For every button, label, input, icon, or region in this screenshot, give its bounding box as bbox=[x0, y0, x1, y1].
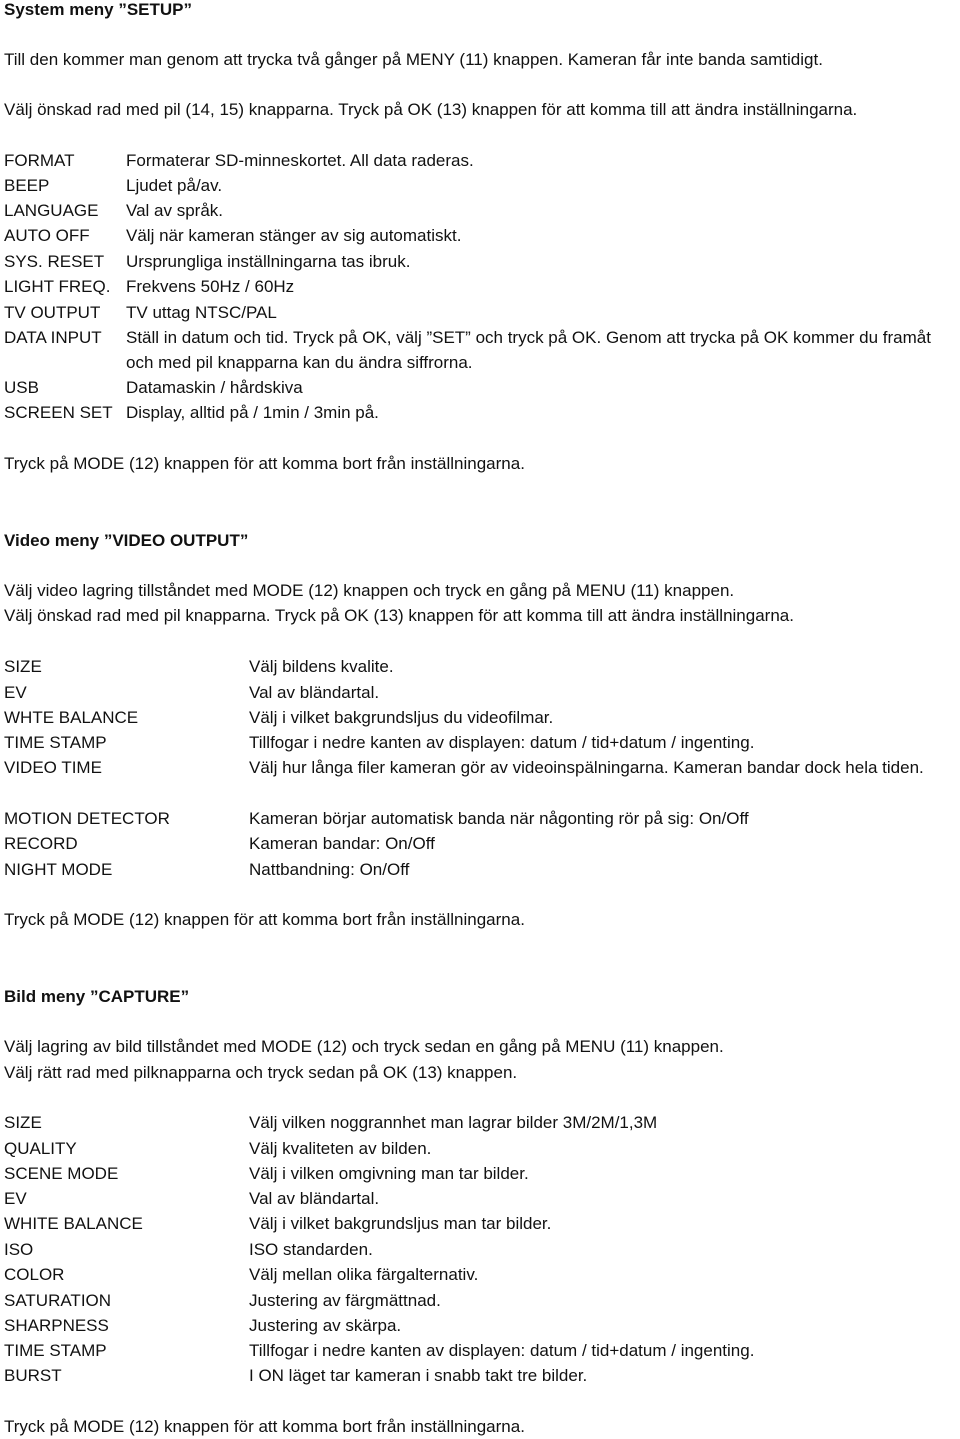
setting-description: Välj vilken noggrannhet man lagrar bilder 3M/2M/1,3M bbox=[249, 1113, 658, 1132]
setting-name: RECORD bbox=[4, 834, 78, 853]
setup-item-language bbox=[4, 198, 956, 223]
setting-description: Datamaskin / hårdskiva bbox=[126, 378, 303, 397]
setting-description: ISO standarden. bbox=[249, 1240, 373, 1259]
setting-name: ISO bbox=[4, 1240, 34, 1259]
setting-name: TV OUTPUT bbox=[4, 303, 101, 322]
video-intro-line-2: Välj önskad rad med pil knapparna. Tryck på OK (13) knappen för att komma till att ändra inställningarna. bbox=[4, 606, 794, 625]
setting-description: Tillfogar i nedre kanten av displayen: datum / tid+datum / ingenting. bbox=[249, 1341, 755, 1360]
setup-item-format bbox=[4, 148, 956, 173]
setting-description: Välj i vilket bakgrundsljus man tar bilder. bbox=[249, 1214, 552, 1233]
video-item-size bbox=[4, 654, 956, 679]
setting-name: VIDEO TIME bbox=[4, 758, 102, 777]
setup-item-tv-output bbox=[4, 300, 956, 325]
setting-name: WHITE BALANCE bbox=[4, 1214, 143, 1233]
capture-item-time-stamp bbox=[4, 1338, 956, 1363]
setup-item-screen-set bbox=[4, 400, 956, 425]
capture-item-burst bbox=[4, 1363, 956, 1388]
video-item-ev bbox=[4, 680, 956, 705]
video-item-record bbox=[4, 831, 956, 856]
setting-description: Ursprungliga inställningarna tas ibruk. bbox=[126, 252, 411, 271]
setting-description: Välj när kameran stänger av sig automatiskt. bbox=[126, 226, 462, 245]
setting-name: SYS. RESET bbox=[4, 252, 105, 271]
setting-description: Kameran bandar: On/Off bbox=[249, 834, 435, 853]
setting-name: EV bbox=[4, 683, 27, 702]
setting-name: TIME STAMP bbox=[4, 733, 107, 752]
setup-item-beep bbox=[4, 173, 956, 198]
setting-name: NIGHT MODE bbox=[4, 860, 113, 879]
setting-name: SCREEN SET bbox=[4, 403, 113, 422]
setup-item-usb bbox=[4, 375, 956, 400]
setup-item-sys-reset bbox=[4, 249, 956, 274]
setting-description: Val av språk. bbox=[126, 201, 224, 220]
setting-description: Välj mellan olika färgalternativ. bbox=[249, 1265, 479, 1284]
capture-item-quality bbox=[4, 1136, 956, 1161]
setting-description: Välj i vilket bakgrundsljus du videofilmar. bbox=[249, 708, 554, 727]
capture-item-iso bbox=[4, 1237, 956, 1262]
setting-name: SCENE MODE bbox=[4, 1164, 119, 1183]
capture-heading: Bild meny ”CAPTURE” bbox=[4, 987, 190, 1006]
capture-item-ev bbox=[4, 1186, 956, 1211]
setting-name: AUTO OFF bbox=[4, 226, 90, 245]
setting-name: LIGHT FREQ. bbox=[4, 277, 111, 296]
setting-name: EV bbox=[4, 1189, 27, 1208]
setting-name: WHTE BALANCE bbox=[4, 708, 139, 727]
capture-item-scene-mode bbox=[4, 1161, 956, 1186]
setting-description: Formaterar SD-minneskortet. All data raderas. bbox=[126, 151, 474, 170]
setting-name: BURST bbox=[4, 1366, 62, 1385]
capture-item-saturation bbox=[4, 1288, 956, 1313]
setting-description: Justering av färgmättnad. bbox=[249, 1291, 441, 1310]
setup-heading: System meny ”SETUP” bbox=[4, 0, 193, 19]
setting-name: LANGUAGE bbox=[4, 201, 99, 220]
setting-description: Ljudet på/av. bbox=[126, 176, 223, 195]
setting-name: USB bbox=[4, 378, 39, 397]
video-heading: Video meny ”VIDEO OUTPUT” bbox=[4, 531, 249, 550]
setting-description: TV uttag NTSC/PAL bbox=[126, 303, 277, 322]
setup-item-auto-off bbox=[4, 223, 956, 248]
setting-name: SIZE bbox=[4, 657, 42, 676]
setup-footer-note: Tryck på MODE (12) knappen för att komma bort från inställningarna. bbox=[4, 454, 525, 473]
capture-intro-line-2: Välj rätt rad med pilknapparna och tryck sedan på OK (13) knappen. bbox=[4, 1063, 518, 1082]
video-item-video-time bbox=[4, 755, 956, 780]
capture-item-size bbox=[4, 1110, 956, 1135]
setting-description: Välj hur långa filer kameran gör av videoinspälningarna. Kameran bandar dock hela tiden. bbox=[249, 758, 924, 777]
setting-name: COLOR bbox=[4, 1265, 65, 1284]
setup-intro-line-1: Till den kommer man genom att trycka två gånger på MENY (11) knappen. Kameran får inte banda samtidigt. bbox=[4, 50, 823, 69]
setting-name: SHARPNESS bbox=[4, 1316, 109, 1335]
setting-description: Välj bildens kvalite. bbox=[249, 657, 394, 676]
setup-item-light-freq bbox=[4, 274, 956, 299]
setting-description: Välj kvaliteten av bilden. bbox=[249, 1139, 432, 1158]
setting-name: DATA INPUT bbox=[4, 328, 102, 347]
capture-item-color bbox=[4, 1262, 956, 1287]
setting-description: Display, alltid på / 1min / 3min på. bbox=[126, 403, 379, 422]
setting-description: Val av bländartal. bbox=[249, 683, 380, 702]
setting-name: MOTION DETECTOR bbox=[4, 809, 170, 828]
setup-item-data-input bbox=[4, 325, 956, 375]
setting-description: Välj i vilken omgivning man tar bilder. bbox=[249, 1164, 529, 1183]
setting-name: FORMAT bbox=[4, 151, 75, 170]
setting-description: I ON läget tar kameran i snabb takt tre bilder. bbox=[249, 1366, 588, 1385]
video-item-night-mode bbox=[4, 857, 956, 882]
video-item-white-balance bbox=[4, 705, 956, 730]
setting-name: SATURATION bbox=[4, 1291, 112, 1310]
setting-description: Val av bländartal. bbox=[249, 1189, 380, 1208]
setting-name: QUALITY bbox=[4, 1139, 77, 1158]
video-intro-line-1: Välj video lagring tillståndet med MODE (12) knappen och tryck en gång på MENU (11) knappen. bbox=[4, 581, 735, 600]
setting-description: Tillfogar i nedre kanten av displayen: datum / tid+datum / ingenting. bbox=[249, 733, 755, 752]
video-item-time-stamp bbox=[4, 730, 956, 755]
capture-item-white-balance bbox=[4, 1211, 956, 1236]
setting-description: Nattbandning: On/Off bbox=[249, 860, 410, 879]
setting-description: Ställ in datum och tid. Tryck på OK, välj ”SET” och tryck på OK. Genom att trycka på OK kommer du framåt och med pil knapparna kan du ändra siffrorna. bbox=[126, 328, 931, 372]
setting-name: SIZE bbox=[4, 1113, 42, 1132]
setting-name: BEEP bbox=[4, 176, 50, 195]
capture-footer-note: Tryck på MODE (12) knappen för att komma bort från inställningarna. bbox=[4, 1417, 525, 1436]
setup-intro-line-2: Välj önskad rad med pil (14, 15) knapparna. Tryck på OK (13) knappen för att komma till att ändra inställningarna. bbox=[4, 100, 858, 119]
video-footer-note: Tryck på MODE (12) knappen för att komma bort från inställningarna. bbox=[4, 910, 525, 929]
setting-description: Kameran börjar automatisk banda när någonting rör på sig: On/Off bbox=[249, 809, 749, 828]
setting-description: Justering av skärpa. bbox=[249, 1316, 402, 1335]
setting-description: Frekvens 50Hz / 60Hz bbox=[126, 277, 295, 296]
setting-name: TIME STAMP bbox=[4, 1341, 107, 1360]
video-item-motion-detector bbox=[4, 806, 956, 831]
capture-intro-line-1: Välj lagring av bild tillståndet med MODE (12) och tryck sedan en gång på MENU (11) knappen. bbox=[4, 1037, 724, 1056]
capture-item-sharpness bbox=[4, 1313, 956, 1338]
